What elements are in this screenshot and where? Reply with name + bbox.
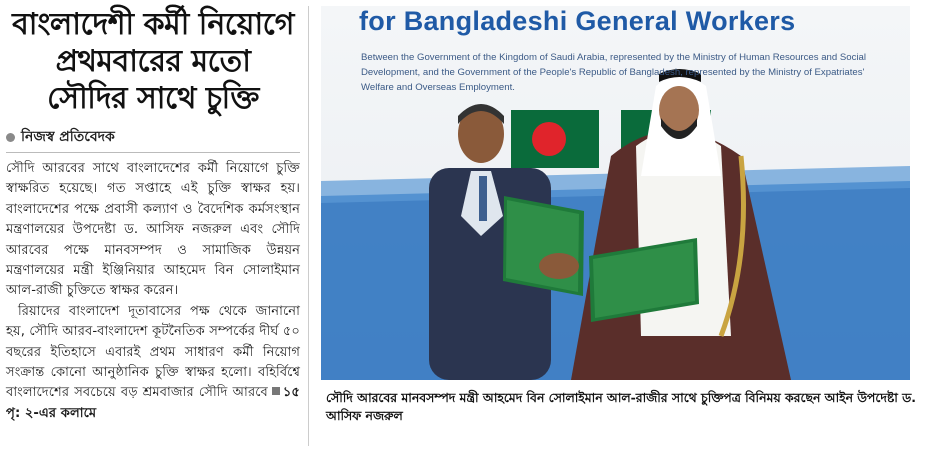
headline — [6, 6, 300, 117]
byline-text: নিজস্ব প্রতিবেদক — [21, 129, 115, 145]
article-body — [6, 159, 300, 424]
headline-line-1: বাংলাদেশী কর্মী নিয়োগে — [12, 7, 294, 42]
paragraph-2 — [6, 302, 300, 424]
headline-line-3: সৌদির সাথে চুক্তি — [47, 81, 259, 116]
banner-title: for Bangladeshi General Workers — [359, 6, 796, 36]
headline-line-2: প্রথমবারের মতো — [55, 44, 251, 79]
byline-divider — [6, 152, 300, 153]
photo-caption: সৌদি আরবের মানবসম্পদ মন্ত্রী আহমেদ বিন সোলাইমান আল-রাজীর সাথে চুক্তিপত্র বিনিময় করছেন আইন উপদেষ্টা ড. আসিফ নজরুল — [326, 390, 916, 423]
square-bullet-icon — [272, 387, 280, 395]
column-divider — [308, 6, 309, 446]
news-photo — [321, 6, 910, 380]
agreement-folder-left — [503, 196, 584, 296]
banner-subtitle: Between the Government of the Kingdom of Saudi Arabia, represented by the Ministry of Human Resources and Social Development, and the Government of the People's Republic of Bangladesh, represented by the Ministry of Expatriates' Welfare and Overseas Employment. — [361, 52, 867, 93]
bullet-icon — [6, 133, 15, 142]
paragraph-1: সৌদি আরবের সাথে বাংলাদেশের কর্মী নিয়োগে চুক্তি স্বাক্ষরিত হয়েছে। গত সপ্তাহে এই চুক্তি স্বাক্ষর হয়। বাংলাদেশের পক্ষে প্রবাসী কল্যাণ ও বৈদেশিক কর্মসংস্থান মন্ত্রণালয়ের উপদেষ্টা ড. আসিফ নজরুল এবং সৌদি আরবের পক্ষে মানবসম্পদ ও সামাজিক উন্নয়ন মন্ত্রণালয়ের মন্ত্রী ইঞ্জিনিয়ার আহমেদ বিন সোলাইমান আল-রাজী চুক্তিতে স্বাক্ষর করেন। — [6, 161, 300, 299]
continued-note: ১৫ পৃ: ২-এর কলামে — [6, 385, 300, 421]
paragraph-2-text: রিয়াদের বাংলাদেশ দূতাবাসের পক্ষ থেকে জানানো হয়, সৌদি আরব-বাংলাদেশ কূটনৈতিক সম্পর্কের দীর্ঘ ৫০ বছরের ইতিহাসে এবারই প্রথম সাধারণ কর্মী নিয়োগ সংক্রান্ত কোনো আনুষ্ঠানিক চুক্তি স্বাক্ষর হলো। বহির্বিশ্বে বাংলাদেশের সবচেয়ে বড় শ্রমবাজার সৌদি আরবে — [6, 303, 300, 401]
byline — [6, 125, 300, 149]
bangladesh-flag — [511, 110, 599, 168]
handshake — [539, 253, 579, 279]
article-column — [6, 6, 300, 446]
